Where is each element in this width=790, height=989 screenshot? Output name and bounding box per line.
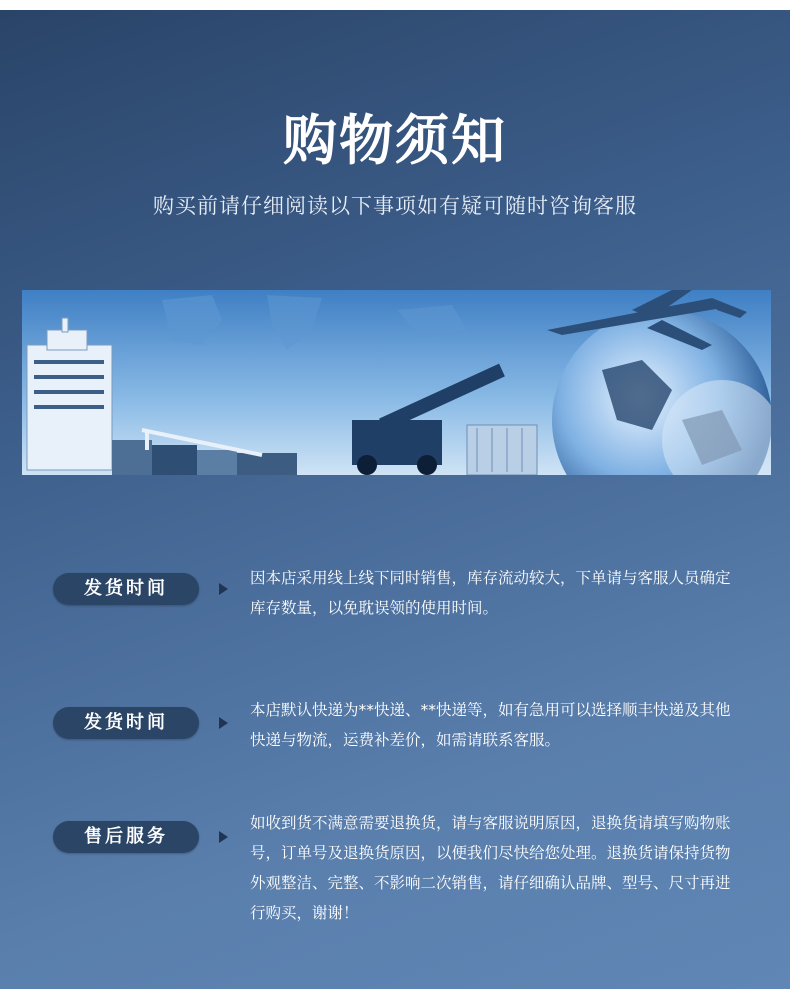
section-label-pill: 发货时间	[53, 573, 199, 605]
arrow-right-icon	[219, 717, 228, 729]
shopping-notice-page	[0, 10, 790, 989]
page-title: 购物须知	[283, 109, 507, 172]
arrow-right-icon	[219, 583, 228, 595]
section-label-pill: 售后服务	[53, 821, 199, 853]
arrow-right-icon	[219, 831, 228, 843]
logistics-banner-image	[22, 290, 771, 475]
page-subtitle: 购买前请仔细阅读以下事项如有疑可随时咨询客服	[153, 194, 637, 218]
section-label-pill: 发货时间	[53, 707, 199, 739]
section-description: 本店默认快递为**快递、**快递等，如有急用可以选择顺丰快递及其他快递与物流，运费补差价，如需请联系客服。	[250, 701, 731, 749]
section-description: 因本店采用线上线下同时销售，库存流动较大，下单请与客服人员确定库存数量，以免耽误领的使用时间。	[250, 569, 731, 617]
section-description: 如收到货不满意需要退换货，请与客服说明原因，退换货请填写购物账号，订单号及退换货原因，以便我们尽快给您处理。退换货请保持货物外观整洁、完整、不影响二次销售，请仔细确认品牌、型号、尺寸再进行购买，谢谢！	[250, 814, 731, 922]
